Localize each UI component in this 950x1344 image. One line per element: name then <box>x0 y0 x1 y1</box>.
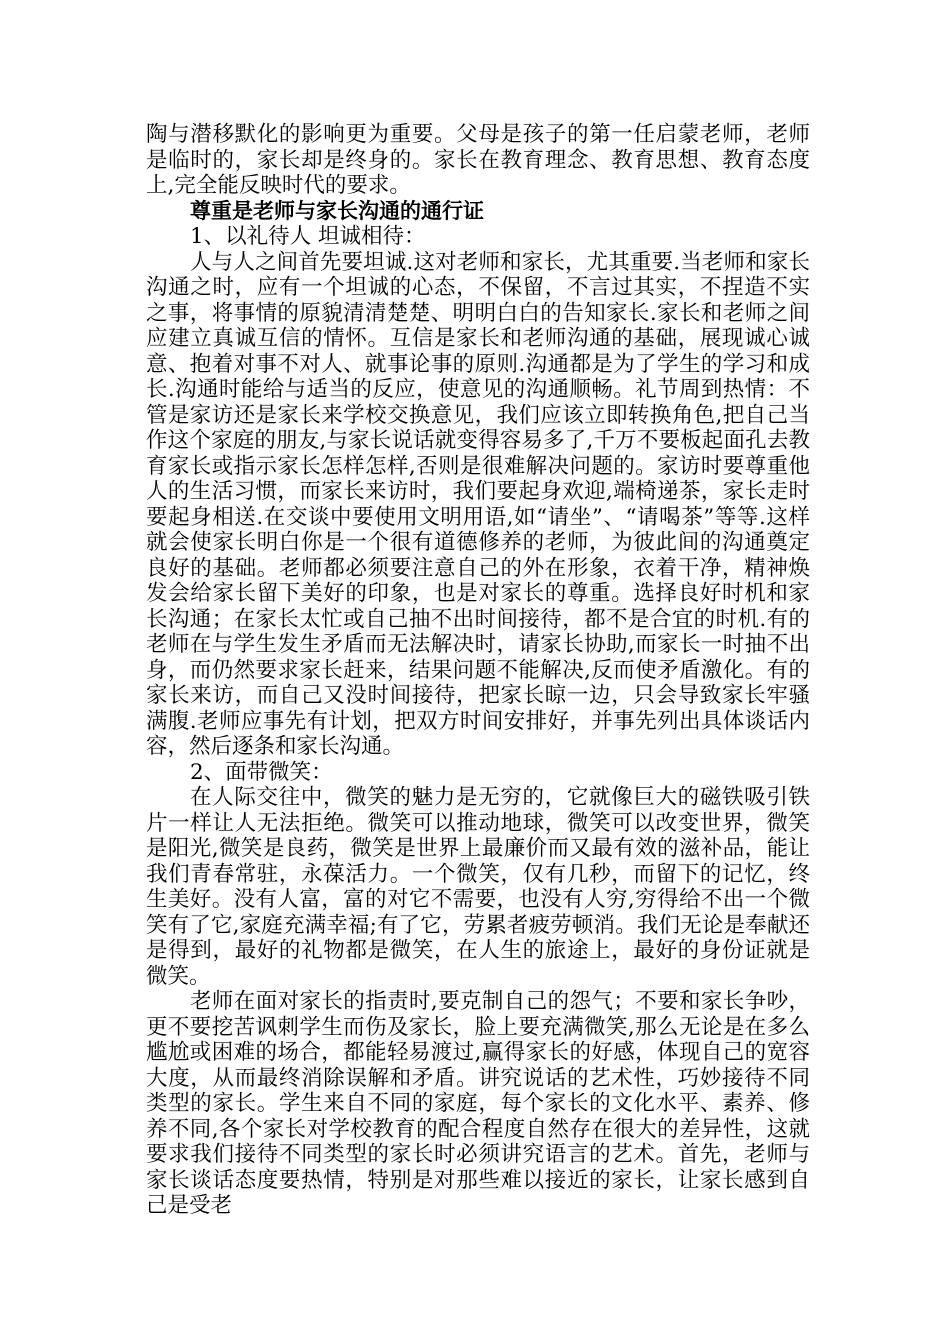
document-page <box>146 122 810 1219</box>
section2-paragraph-2: 老师在面对家长的指责时,要克制自己的怨气；不要和家长争吵，更不要挖苦讽刺学生而伤及家长，脸上要充满微笑,那么无论是在多么尴尬或困难的场合，都能轻易渡过,赢得家长的好感，体现自己的宽容大度，从而最终消除误解和矛盾。讲究说话的艺术性，巧妙接待不同类型的家长。学生来自不同的家庭，每个家长的文化水平、素养、修养不同,各个家长对学校教育的配合程度自然存在很大的差异性，这就要求我们接待不同类型的家长时必须讲究语言的艺术。首先，老师与家长谈话态度要热情，特别是对那些难以接近的家长，让家长感到自己是受老 <box>146 989 810 1218</box>
section1-paragraph: 人与人之间首先要坦诚.这对老师和家长，尤其重要.当老师和家长沟通之时，应有一个坦诚的心态，不保留，不言过其实，不捏造不实之事，将事情的原貌清清楚楚、明明白白的告知家长.家长和老师之间应建立真诚互信的情怀。互信是家长和老师沟通的基础，展现诚心诚意、抱着对事不对人、就事论事的原则.沟通都是为了学生的学习和成长.沟通时能给与适当的反应，使意见的沟通顺畅。礼节周到热情：不管是家访还是家长来学校交换意见，我们应该立即转换角色,把自己当作这个家庭的朋友,与家长说话就变得容易多了,千万不要板起面孔去教育家长或指示家长怎样怎样,否则是很难解决问题的。家访时要尊重他人的生活习惯，而家长来访时，我们要起身欢迎,端椅递茶，家长走时要起身相送.在交谈中要使用文明用语,如“请坐”、“请喝茶”等等.这样就会使家长明白你是一个很有道德修养的老师，为彼此间的沟通奠定良好的基础。老师都必须要注意自己的外在形象，衣着干净，精神焕发会给家长留下美好的印象，也是对家长的尊重。选择良好时机和家长沟通；在家长太忙或自己抽不出时间接待，都不是合宜的时机.有的老师在与学生发生矛盾而无法解决时，请家长协助,而家长一时抽不出身，而仍然要求家长赶来，结果问题不能解决,反而使矛盾激化。有的家长来访，而自己又没时间接待，把家长晾一边，只会导致家长牢骚满腹.老师应事先有计划，把双方时间安排好，并事先列出具体谈话内容，然后逐条和家长沟通。 <box>146 249 810 759</box>
section2-title: 2、面带微笑： <box>190 759 333 785</box>
intro-paragraph: 陶与潜移默化的影响更为重要。父母是孩子的第一任启蒙老师，老师是临时的，家长却是终身的。家长在教育理念、教育思想、教育态度上,完全能反映时代的要求。 <box>146 122 810 198</box>
section-heading: 尊重是老师与家长沟通的通行证 <box>190 198 484 223</box>
section1-title: 1、以礼待人 坦诚相待： <box>190 224 426 249</box>
section2-paragraph: 在人际交往中，微笑的魅力是无穷的，它就像巨大的磁铁吸引铁片一样让人无法拒绝。微笑可以推动地球，微笑可以改变世界，微笑是阳光,微笑是良药，微笑是世界上最廉价而又最有效的滋补品，能让我们青春常驻，永葆活力。一个微笑，仅有几秒，而留下的记忆，终生美好。没有人富，富的对它不需要，也没有人穷,穷得给不出一个微笑有了它,家庭充满幸福;有了它，劳累者疲劳顿消。我们无论是奉献还是得到，最好的礼物都是微笑，在人生的旅途上，最好的身份证就是微笑。 <box>146 785 810 989</box>
